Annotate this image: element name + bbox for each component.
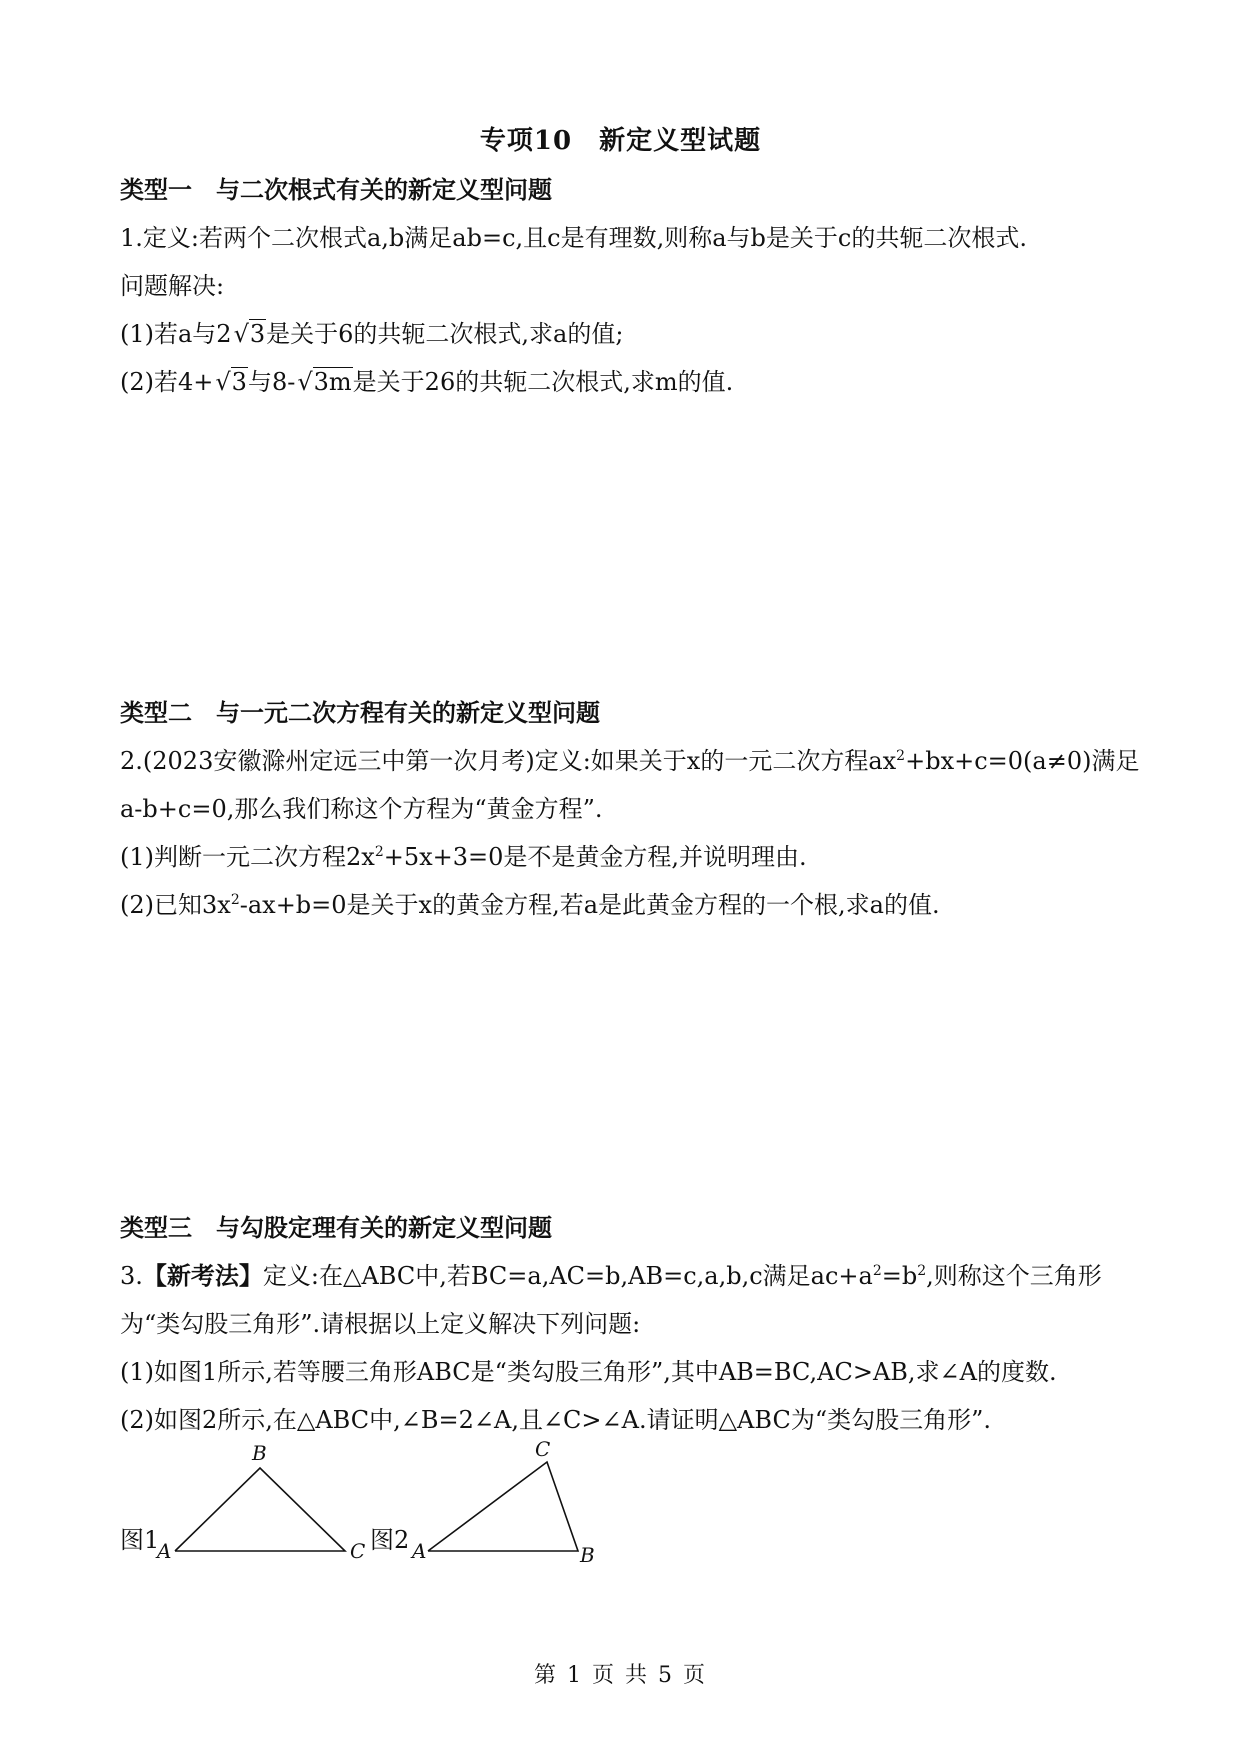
section-3-heading: 类型三 与勾股定理有关的新定义型问题 (120, 1213, 552, 1242)
q1-part-2-text-c: 是关于26的共轭二次根式,求m的值. (352, 368, 734, 396)
superscript: 2 (917, 1263, 927, 1279)
section-1-heading: 类型一 与二次根式有关的新定义型问题 (120, 175, 552, 204)
fig2-vertex-c: C (535, 1440, 551, 1461)
q2-part-1 (120, 837, 807, 872)
q1-part-1-text-a: (1)若a与2 (120, 320, 232, 348)
triangle-abc-fig1 (175, 1468, 345, 1551)
superscript: 2 (230, 892, 240, 908)
fig1-vertex-c: C (350, 1539, 366, 1563)
q2-part-2-text-a: (2)已知3x (120, 891, 231, 919)
fig2-vertex-b: B (580, 1543, 595, 1567)
section-2-heading: 类型二 与一元二次方程有关的新定义型问题 (120, 698, 600, 727)
q3-text-a: 定义:在△ABC中,若BC=a,AC=b,AB=c,a,b,c满足ac+a (262, 1262, 873, 1290)
page-title: 专项10 新定义型试题 (479, 126, 762, 156)
q1-part-2-text-a: (2)若4+ (120, 368, 214, 396)
figure-1-label: 图1 (120, 1526, 160, 1554)
sqrt-symbol: √3m (297, 368, 352, 396)
q1-problem-label: 问题解决: (120, 272, 225, 300)
figure-1-triangle (155, 1441, 365, 1563)
q3-number: 3. (120, 1262, 143, 1290)
q3-part-1: (1)如图1所示,若等腰三角形ABC是“类勾股三角形”,其中AB=BC,AC>AB,求∠A的度数. (120, 1358, 1057, 1386)
q3-definition-line-2: 为“类勾股三角形”.请根据以上定义解决下列问题: (120, 1310, 641, 1338)
superscript: 2 (374, 844, 384, 860)
q2-definition-line-2: a-b+c=0,那么我们称这个方程为“黄金方程”. (120, 795, 603, 823)
q3-definition-line-1 (120, 1256, 1102, 1291)
q3-tag: 【新考法】 (142, 1261, 263, 1290)
q3-text-c: ,则称这个三角形 (926, 1262, 1102, 1290)
fig2-vertex-a: A (412, 1539, 427, 1563)
radicand: 3m (313, 368, 352, 396)
superscript: 2 (872, 1263, 882, 1279)
q2-text-a: 2.(2023安徽滁州定远三中第一次月考)定义:如果关于x的一元二次方程ax (120, 747, 897, 775)
q2-part-1-text-b: +5x+3=0是不是黄金方程,并说明理由. (383, 843, 807, 871)
triangle-abc-fig2 (428, 1462, 578, 1551)
q3-part-2: (2)如图2所示,在△ABC中,∠B=2∠A,且∠C>∠A.请证明△ABC为“类勾股三角形”. (120, 1406, 992, 1434)
q2-definition-line-1 (120, 741, 1139, 776)
q1-part-1-text-b: 是关于6的共轭二次根式,求a的值; (266, 320, 624, 348)
fig1-vertex-b: B (252, 1441, 267, 1465)
q1-part-2-text-b: 与8- (247, 368, 296, 396)
sqrt-symbol: √3 (233, 320, 266, 348)
figure-2-triangle (410, 1440, 595, 1567)
q2-part-2 (120, 885, 940, 920)
q3-text-b: =b (881, 1262, 918, 1290)
q1-definition: 1.定义:若两个二次根式a,b满足ab=c,且c是有理数,则称a与b是关于c的共轭二次根式. (120, 224, 1027, 252)
figure-2-label: 图2 (370, 1526, 410, 1554)
fig1-vertex-a: A (157, 1539, 172, 1563)
q2-text-b: +bx+c=0(a≠0)满足 (905, 747, 1140, 775)
radicand: 3 (249, 320, 266, 348)
q1-part-1 (120, 314, 623, 349)
q2-part-1-text-a: (1)判断一元二次方程2x (120, 843, 375, 871)
q1-part-2 (120, 362, 733, 397)
radicand: 3 (231, 368, 247, 396)
page-footer: 第 1 页 共 5 页 (534, 1663, 707, 1688)
q2-part-2-text-b: -ax+b=0是关于x的黄金方程,若a是此黄金方程的一个根,求a的值. (239, 891, 940, 919)
superscript: 2 (896, 748, 906, 764)
sqrt-symbol: √3 (215, 368, 247, 396)
